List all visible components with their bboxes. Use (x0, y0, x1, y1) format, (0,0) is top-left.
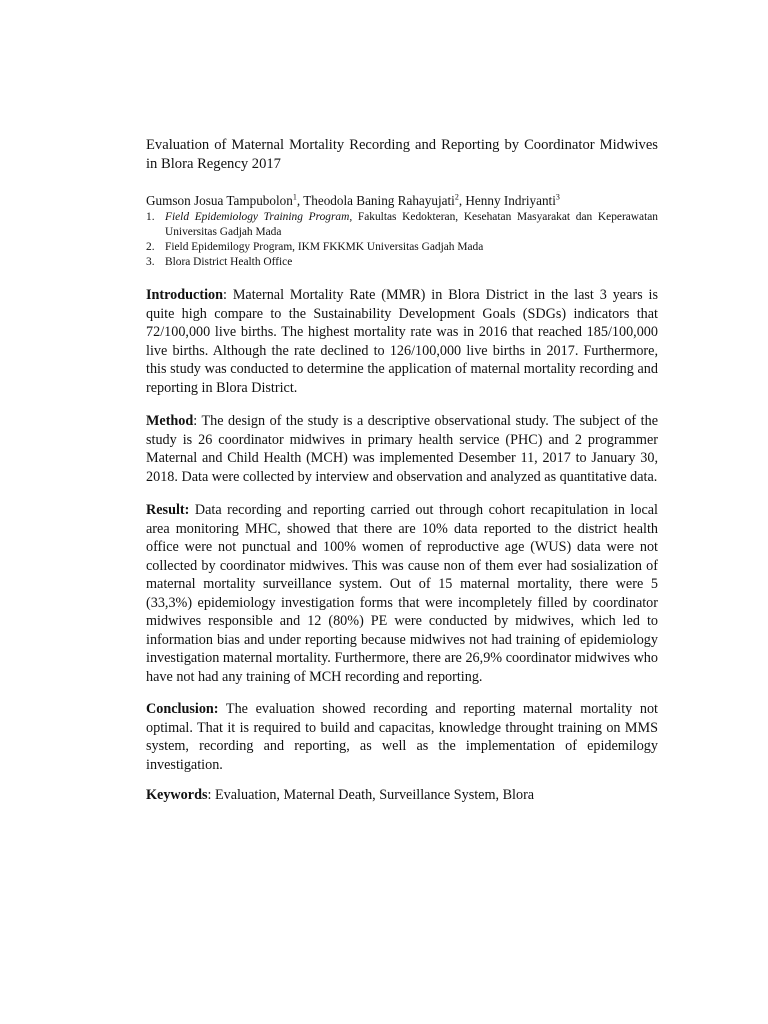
method-paragraph (146, 412, 658, 486)
affiliation-number: 3. (146, 256, 155, 268)
affiliation-item (146, 255, 658, 270)
method-heading: Method (146, 413, 194, 429)
introduction-paragraph (146, 286, 658, 397)
conclusion-text: The evaluation showed recording and reporting maternal mortality not optimal. That it is required to build and capacitas, knowledge throught training on MMS system, recording and reporting, as well as the implementation of epidemilogy investigation. (146, 701, 658, 773)
introduction-text: : Maternal Mortality Rate (MMR) in Blora District in the last 3 years is quite high compare to the Sustainability Development Goals (SDGs) indicators that 72/100,000 live births. The highest mortality rate was in 2016 that reached 185/100,000 live births. Although the rate declined to 126/100,000 live births in 2017. Furthermore, this study was conducted to determine the application of maternal mortality recording and reporting in Blora District. (146, 287, 658, 396)
author-affiliation-marker: 1 (292, 192, 297, 202)
abstract-page (146, 136, 658, 805)
affiliation-item (146, 210, 658, 240)
author-name: Theodola Baning Rahayujati (303, 193, 455, 208)
result-heading: Result: (146, 502, 190, 518)
author-name: Henny Indriyanti (465, 193, 556, 208)
affiliation-text: Fakultas Kedokteran, Kesehatan Masyarakat dan Keperawatan Universitas Gadjah Mada (165, 211, 658, 238)
result-paragraph (146, 501, 658, 686)
conclusion-heading: Conclusion: (146, 701, 219, 717)
author-list: Gumson Josua Tampubolon$^1$, Theodola Baning Rahayujati$^2$, Henny Indriyanti$^3$ (146, 192, 560, 208)
affiliation-list (146, 210, 658, 270)
author-name: Gumson Josua Tampubolon (146, 193, 293, 208)
affiliation-number: 1. (146, 211, 155, 223)
keywords-paragraph (146, 786, 658, 805)
result-text: Data recording and reporting carried out through cohort recapitulation in local area monitoring MHC, showed that there are 10% data reported to the district health office were not punctual and 100% women of reproductive age (WUS) data were not collected by coordinator midwives. This was cause non of them ever had sosialization of maternal mortality surveillance system. Out of 15 maternal mortality, there were 5 (33,3%) epidemiology investigation forms that were incompletely filled by coordinator midwives responsible and 12 (80%) PE were conducted by midwives, which led to information bias and under reporting because midwives not had training of epidemiology investigation maternal mortality. Furthermore, there are 26,9% coordinator midwives who have not had any training of MCH recording and reporting. (146, 502, 658, 685)
introduction-heading: Introduction (146, 287, 223, 303)
affiliation-italic: Field Epidemiology Training Program, (165, 211, 353, 223)
conclusion-paragraph (146, 700, 658, 774)
method-text: : The design of the study is a descriptive observational study. The subject of the study is 26 coordinator midwives in primary health service (PHC) and 2 programmer Maternal and Child Health (MCH) was implemented Desember 11, 2017 to January 30, 2018. Data were collected by interview and observation and analyzed as quantitative data. (146, 413, 658, 485)
keywords-heading: Keywords (146, 787, 208, 803)
author-affiliation-marker: 2 (454, 192, 459, 202)
affiliation-text: Field Epidemilogy Program, IKM FKKMK Universitas Gadjah Mada (165, 241, 484, 253)
affiliation-item (146, 240, 658, 255)
affiliation-number: 2. (146, 241, 155, 253)
author-affiliation-marker: 3 (555, 192, 560, 202)
affiliation-text: Blora District Health Office (165, 256, 293, 268)
keywords-text: : Evaluation, Maternal Death, Surveillance System, Blora (207, 787, 535, 803)
paper-title: Evaluation of Maternal Mortality Recording and Reporting by Coordinator Midwives in Blora Regency 2017 (146, 137, 658, 172)
